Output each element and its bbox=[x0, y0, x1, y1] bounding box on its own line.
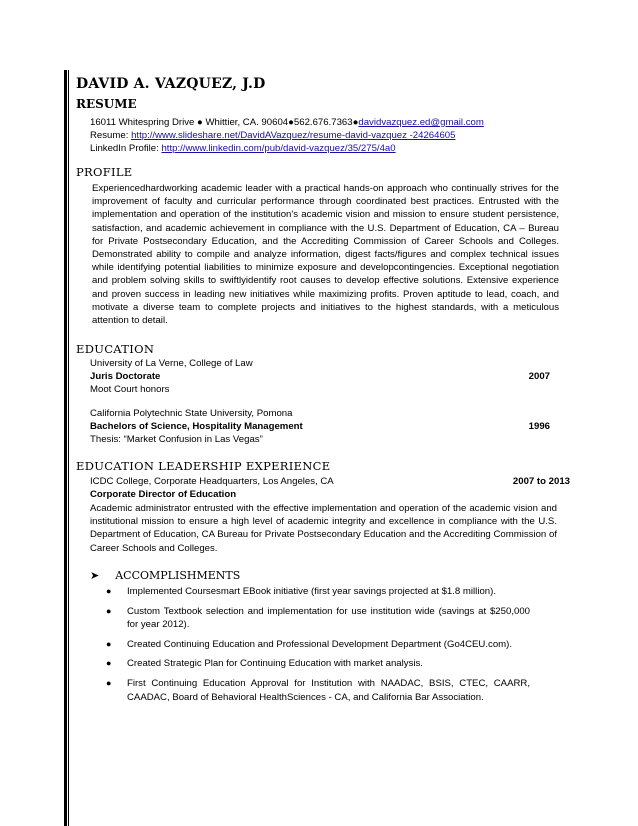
left-margin-rule bbox=[64, 70, 67, 826]
linkedin-label: LinkedIn Profile: bbox=[90, 143, 162, 154]
bullet-icon: ● bbox=[106, 677, 112, 688]
bullet-icon: ● bbox=[106, 638, 112, 649]
employer: ICDC College, Corporate Headquarters, Los Angeles, CA bbox=[90, 476, 334, 487]
employer-row bbox=[90, 475, 570, 488]
job-description: Academic administrator entrusted with the effective implementation and operation of the academic vision and institutional mission to ensure a high level of academic integrity and excellence in compliance with the U.S. Department of Education, CA Bureau for Private Postsecondary Education and the Accrediting Commission of Career Schools and Colleges. bbox=[90, 503, 557, 554]
accomplishments-list bbox=[90, 585, 530, 710]
arrow-bullet-icon: ➤ bbox=[90, 569, 100, 582]
school-name: California Polytechnic State University, Pomona bbox=[90, 408, 293, 419]
experience-entry bbox=[90, 475, 570, 501]
degree-year: 2007 bbox=[528, 371, 550, 383]
linkedin-line bbox=[90, 142, 484, 155]
resume-label: Resume: bbox=[90, 130, 132, 141]
profile-text: Experiencedhardworking academic leader with a practical hands-on approach who continually strives for the improvement of faculty and curricular performance through coordinated best practices. Entrusted with the implementation and operation of the institution's academic vision and mission to ensure student persistence, satisfaction, and academic achievement in compliance with the U.S. Department of Education, CA – Bureau for Private Postsecondary Education, and the Accrediting Commission of Career Schools and Colleges. Demonstrated ability to compile and analyze information, digest facts/figures and complex technical issues while identifying potential liabilities to minimize exposure and developcontingencies. Exceptional negotiation and problem solving skills to swiftlyidentify root causes to develop effective solutions. Extensive experience and proven success in leading new initiatives while maximizing profits. Proven aptitude to lead, coach, and motivate a diverse team to complete projects and initiatives to the highest standards, with a meticulous attention to detail. bbox=[92, 183, 559, 327]
job-title: Corporate Director of Education bbox=[90, 489, 237, 501]
experience-heading: EDUCATION LEADERSHIP EXPERIENCE bbox=[76, 459, 331, 473]
accomplishment-text: Created Strategic Plan for Continuing Education with market analysis. bbox=[127, 658, 423, 670]
education-entry bbox=[90, 407, 550, 447]
list-item bbox=[90, 638, 530, 652]
resume-link[interactable]: http://www.slideshare.net/DavidAVazquez/resume-david-vazquez -24264605 bbox=[131, 130, 456, 141]
accomplishments-heading bbox=[90, 569, 240, 582]
degree-year: 1996 bbox=[528, 421, 550, 433]
candidate-name: DAVID A. VAZQUEZ, J.D bbox=[76, 76, 266, 92]
profile-heading: PROFILE bbox=[76, 165, 133, 179]
accomplishment-text: Custom Textbook selection and implementation for use institution wide (savings at $250,000 for year 2012). bbox=[127, 605, 530, 631]
degree: Bachelors of Science, Hospitality Management bbox=[90, 421, 303, 433]
bullet-icon: ● bbox=[106, 658, 112, 669]
left-margin-rule-inner bbox=[68, 70, 69, 826]
address-line bbox=[90, 116, 484, 129]
document-title: RESUME bbox=[76, 97, 137, 111]
bullet-icon: ● bbox=[106, 586, 112, 596]
school-name: University of La Verne, College of Law bbox=[90, 358, 253, 369]
employment-dates: 2007 to 2013 bbox=[512, 476, 570, 487]
bullet-icon: ● bbox=[106, 605, 112, 616]
contact-block bbox=[90, 116, 484, 155]
list-item bbox=[90, 605, 530, 632]
linkedin-link[interactable]: http://www.linkedin.com/pub/david-vazquez/35/275/4a0 bbox=[161, 143, 396, 154]
accomplishment-text: First Continuing Education Approval for Institution with NAADAC, BSIS, CTEC, CAARR, CAADAC, Board of Behavioral HealthSciences - CA, and California Bar Association. bbox=[127, 677, 530, 703]
education-note: Thesis: “Market Confusion in Las Vegas” bbox=[90, 434, 263, 446]
degree-row bbox=[90, 370, 550, 383]
address-text: 16011 Whitespring Drive ● Whittier, CA. 90604●562.676.7363● bbox=[90, 117, 359, 128]
list-item bbox=[90, 677, 530, 704]
email-link[interactable]: davidvazquez.ed@gmail.com bbox=[358, 117, 484, 128]
education-note: Moot Court honors bbox=[90, 384, 170, 396]
degree: Juris Doctorate bbox=[90, 371, 161, 383]
education-entry bbox=[90, 357, 550, 397]
resume-line bbox=[90, 129, 484, 142]
list-item bbox=[90, 657, 530, 671]
degree-row bbox=[90, 420, 550, 433]
accomplishment-text: Created Continuing Education and Professional Development Department (Go4CEU.com). bbox=[127, 638, 513, 650]
education-heading: EDUCATION bbox=[76, 342, 155, 356]
accomplishment-text: Implemented Coursesmart EBook initiative (first year savings projected at $1.8 million). bbox=[127, 586, 496, 597]
list-item bbox=[90, 585, 530, 599]
accomplishments-label: ACCOMPLISHMENTS bbox=[115, 569, 241, 582]
